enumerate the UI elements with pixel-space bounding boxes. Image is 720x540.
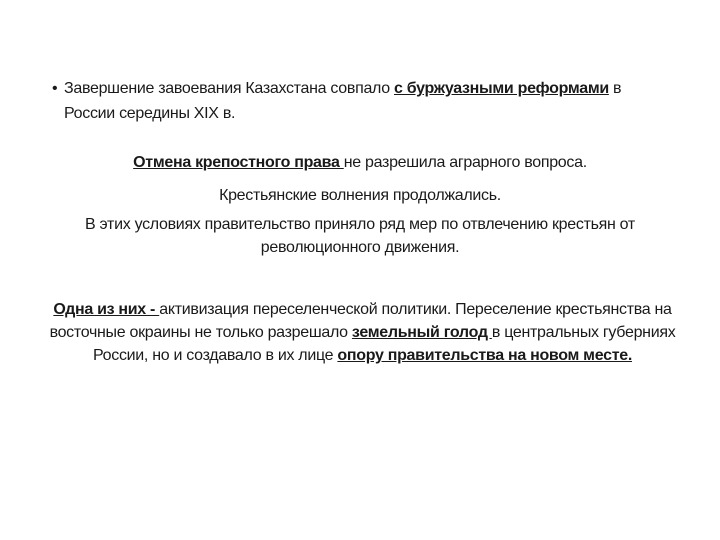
text: В этих условиях правительство приняло ряд мер по отвлечению крестьян от революционного движения.: [85, 216, 635, 256]
text: в центральных губерниях России, но и создавало в их лице: [92, 324, 676, 364]
emphasis-text: Одна из них -: [53, 301, 160, 318]
bullet-paragraph: [52, 76, 664, 126]
text: активизация переселенческой политики. Переселение крестьянства на восточные окраины не только разрешало: [49, 301, 672, 341]
paragraph-resettlement: [45, 298, 680, 367]
text: Крестьянские волнения продолжались.: [219, 187, 501, 204]
emphasis-text: земельный голод: [351, 324, 492, 341]
text: не разрешила аграрного вопроса.: [343, 154, 587, 171]
emphasis-text: с буржуазными реформами: [394, 80, 609, 97]
emphasis-text: Отмена крепостного права: [133, 154, 344, 171]
emphasis-text: опору правительства на новом месте.: [337, 347, 632, 364]
paragraph-unrest: [0, 184, 720, 207]
text: в России середины XIX в.: [64, 80, 622, 122]
paragraph-measures: [70, 213, 650, 259]
bullet-icon: •: [52, 80, 58, 97]
paragraph-serfdom: [0, 151, 720, 174]
text: Завершение завоевания Казахстана совпало: [64, 80, 395, 97]
